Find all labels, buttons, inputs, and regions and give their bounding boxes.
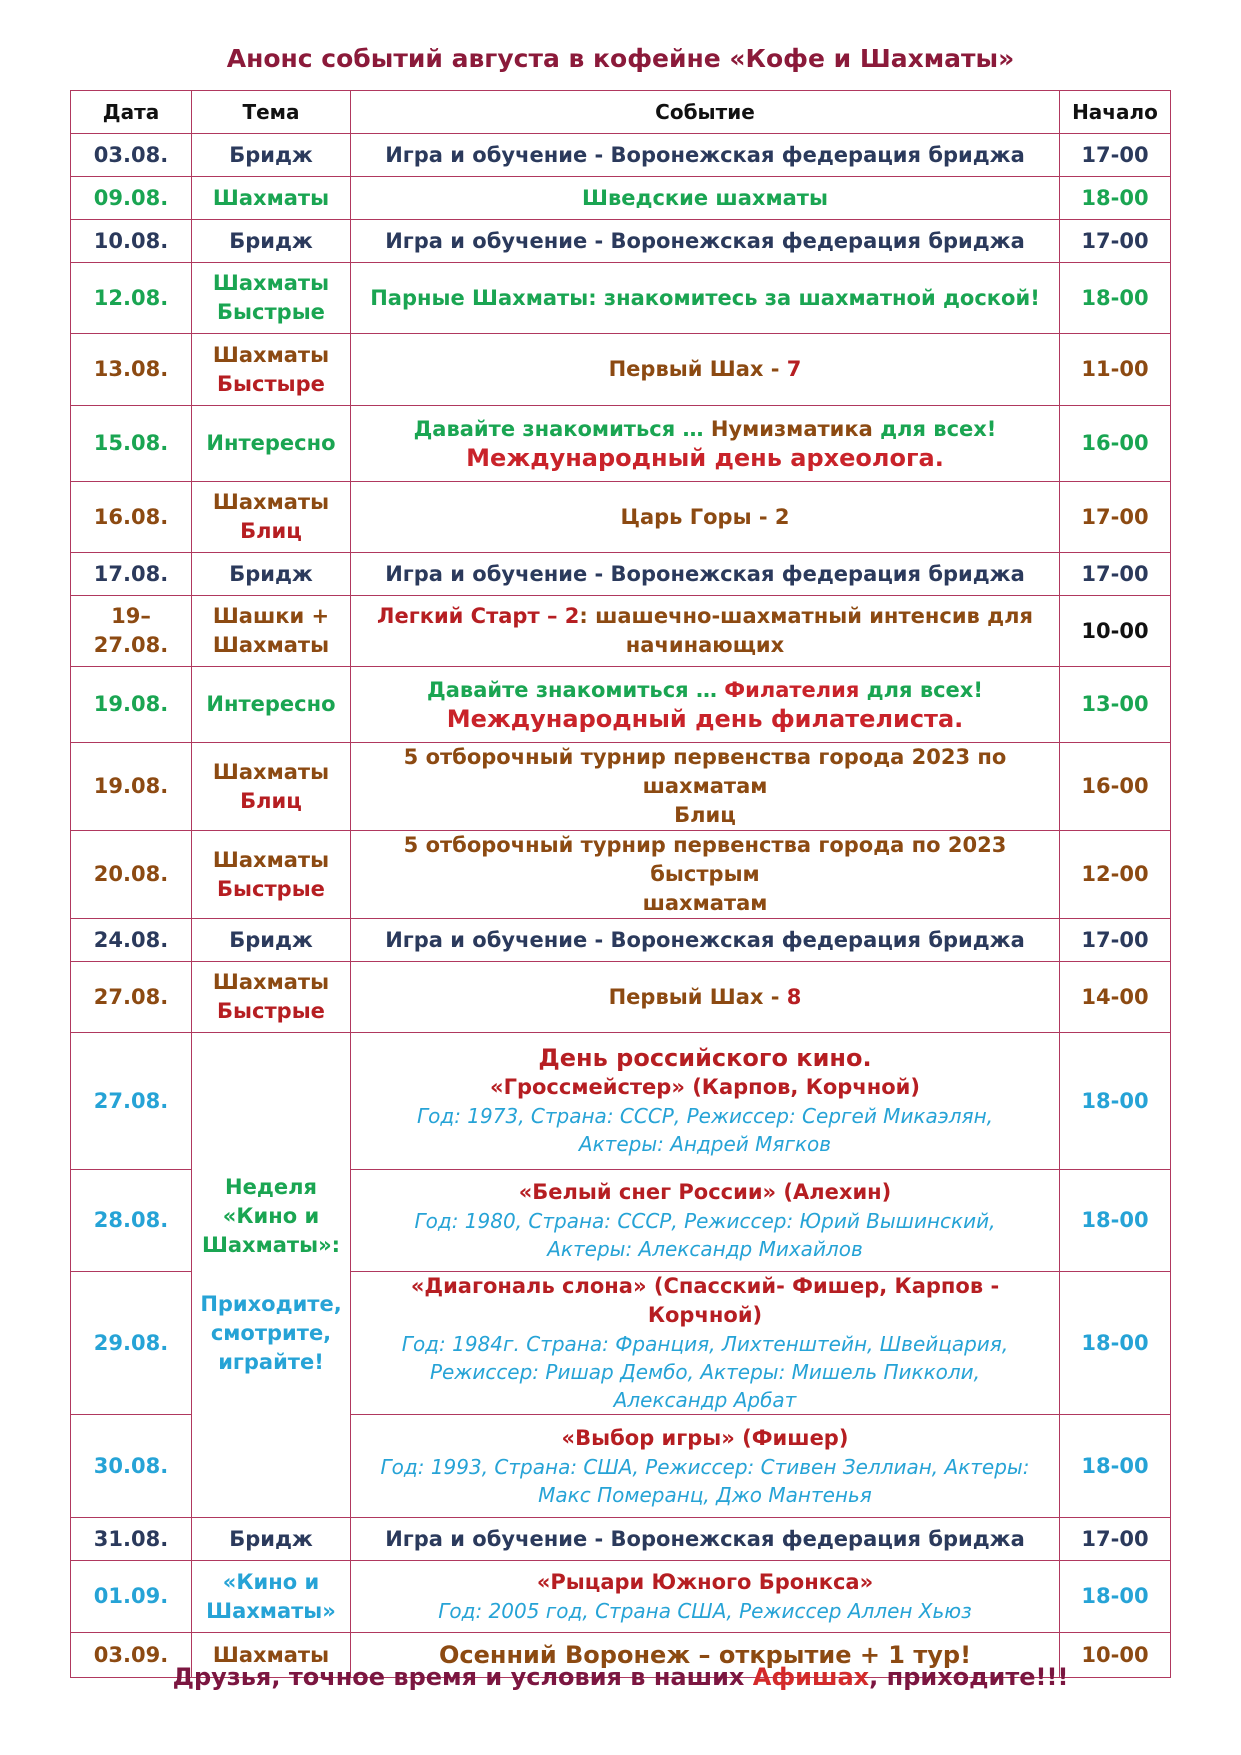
- theme-line: Шахматы»: [206, 1598, 336, 1623]
- event-cell: [351, 334, 1060, 406]
- date-cell: 31.08.: [71, 1518, 192, 1561]
- footer-link-text: Афишах: [752, 1663, 870, 1691]
- theme-cell: [192, 263, 351, 334]
- event-text: для всех!: [872, 416, 997, 441]
- date-cell: 19.08.: [71, 743, 192, 831]
- event-line: Блиц: [674, 803, 736, 827]
- event-cell: Игра и обучение - Воронежская федерация бриджа: [351, 919, 1060, 962]
- start-cell: 16-00: [1060, 406, 1171, 482]
- table-row: [71, 1518, 1171, 1561]
- event-cell: Царь Горы - 2: [351, 482, 1060, 553]
- film-info: Год: 1993, Страна: США, Режиссер: Стивен Зеллиан, Актеры:: [380, 1454, 1030, 1479]
- start-cell: 17-00: [1060, 134, 1171, 177]
- event-line: начинающих: [625, 633, 785, 657]
- event-cell: Игра и обучение - Воронежская федерация бриджа: [351, 220, 1060, 263]
- theme-cell: Бридж: [192, 919, 351, 962]
- theme-line: играйте!: [218, 1350, 324, 1374]
- theme-line: Блиц: [240, 519, 302, 543]
- theme-line: Быстрые: [217, 300, 325, 324]
- event-text: : шашечно-шахматный интенсив для: [579, 604, 1033, 628]
- theme-line: Шахматы: [212, 970, 330, 994]
- event-cell: Игра и обучение - Воронежская федерация бриджа: [351, 553, 1060, 596]
- theme-line: Шахматы: [212, 490, 330, 514]
- theme-line: Шахматы: [212, 271, 330, 295]
- table-row: [71, 553, 1171, 596]
- event-cell: Осенний Воронеж – открытие + 1 тур!: [351, 1633, 1060, 1678]
- event-highlight: Нумизматика: [710, 416, 873, 441]
- footer-note: [0, 1663, 1241, 1691]
- theme-cell: [192, 482, 351, 553]
- date-cell: 09.08.: [71, 177, 192, 220]
- theme-line: Шахматы: [212, 342, 330, 367]
- table-row: [71, 831, 1171, 919]
- event-cell: [351, 1033, 1060, 1170]
- film-title: «Гроссмейстер» (Карпов, Корчной): [490, 1075, 920, 1099]
- film-info: Год: 2005 год, Страна США, Режиссер Аллен Хьюз: [438, 1599, 972, 1623]
- theme-cell: Шахматы: [192, 1633, 351, 1678]
- date-cell: 29.08.: [71, 1272, 192, 1415]
- theme-cell: [192, 334, 351, 406]
- date-line: 19–: [111, 604, 151, 628]
- start-cell: 18-00: [1060, 1033, 1171, 1170]
- event-text: Давайте знакомиться …: [413, 416, 711, 441]
- table-row: [71, 1033, 1171, 1170]
- start-cell: 18-00: [1060, 1415, 1171, 1518]
- theme-line: Быстрые: [217, 999, 325, 1023]
- start-cell: 18-00: [1060, 1272, 1171, 1415]
- start-cell: 17-00: [1060, 220, 1171, 263]
- page-title: Анонс событий августа в кофейне «Кофе и Шахматы»: [226, 44, 1015, 73]
- start-cell: 17-00: [1060, 553, 1171, 596]
- date-cell: 17.08.: [71, 553, 192, 596]
- event-cell: Шведские шахматы: [351, 177, 1060, 220]
- theme-cell: Бридж: [192, 220, 351, 263]
- date-cell: 12.08.: [71, 263, 192, 334]
- table-row: [71, 406, 1171, 482]
- date-cell: 10.08.: [71, 220, 192, 263]
- event-line: [355, 676, 1055, 705]
- table-row: [71, 334, 1171, 406]
- theme-line: Шахматы: [212, 847, 330, 872]
- event-text: Первый Шах -: [608, 984, 787, 1009]
- event-line: [355, 415, 1055, 444]
- date-cell: 15.08.: [71, 406, 192, 482]
- theme-line: Быстрые: [217, 876, 325, 901]
- theme-cell: [192, 831, 351, 919]
- film-info: Режиссер: Ришар Дембо, Актеры: Мишель Пикколи,: [429, 1360, 981, 1384]
- table-row: [71, 134, 1171, 177]
- date-cell: 27.08.: [71, 962, 192, 1033]
- theme-line: «Кино и: [222, 1569, 320, 1594]
- start-cell: 12-00: [1060, 831, 1171, 919]
- theme-cell: Бридж: [192, 134, 351, 177]
- table-row: [71, 1561, 1171, 1633]
- film-title: «Диагональ слона» (Спасский- Фишер, Карпов - Корчной): [410, 1274, 1000, 1327]
- event-text: для всех!: [859, 677, 983, 702]
- event-cell: [351, 831, 1060, 919]
- event-text: Первый Шах -: [608, 357, 787, 381]
- table-row: [71, 962, 1171, 1033]
- date-line: 27.08.: [93, 633, 169, 657]
- header-date: Дата: [71, 91, 192, 134]
- header-start: Начало: [1060, 91, 1171, 134]
- date-cell: 24.08.: [71, 919, 192, 962]
- date-cell: 28.08.: [71, 1170, 192, 1272]
- event-number: 8: [786, 984, 802, 1009]
- theme-cell: Бридж: [192, 553, 351, 596]
- table-row: [71, 919, 1171, 962]
- start-cell: 17-00: [1060, 482, 1171, 553]
- cinema-week-theme-cell: [192, 1033, 351, 1518]
- theme-cell: [192, 962, 351, 1033]
- theme-line: Шахматы: [212, 759, 330, 784]
- event-cell: Игра и обучение - Воронежская федерация бриджа: [351, 1518, 1060, 1561]
- start-cell: 17-00: [1060, 1518, 1171, 1561]
- start-cell: 10-00: [1060, 596, 1171, 667]
- events-table: [70, 90, 1171, 1678]
- theme-cell: Интересно: [192, 406, 351, 482]
- start-cell: 14-00: [1060, 962, 1171, 1033]
- theme-cell: Шахматы: [192, 177, 351, 220]
- date-cell: 20.08.: [71, 831, 192, 919]
- event-highlight: Филателия: [724, 677, 860, 702]
- table-row: [71, 177, 1171, 220]
- event-line: 5 отборочный турнир первенства города 2023 по шахматам: [403, 745, 1007, 798]
- theme-line: Быстыре: [217, 371, 325, 396]
- film-title: «Белый снег России» (Алехин): [518, 1180, 892, 1204]
- theme-line: «Кино и: [222, 1204, 320, 1228]
- start-cell: 18-00: [1060, 177, 1171, 220]
- theme-cell: [192, 1561, 351, 1633]
- theme-line: Шашки +: [212, 604, 330, 628]
- start-cell: 17-00: [1060, 919, 1171, 962]
- table-row: [71, 220, 1171, 263]
- event-cell: Игра и обучение - Воронежская федерация бриджа: [351, 134, 1060, 177]
- theme-line: Шахматы: [212, 633, 330, 657]
- film-title: «Выбор игры» (Фишер): [561, 1425, 849, 1450]
- start-cell: 11-00: [1060, 334, 1171, 406]
- event-cell: [351, 596, 1060, 667]
- footer-text: Друзья, точное время и условия в наших: [172, 1663, 753, 1691]
- table-row: [71, 667, 1171, 743]
- event-cell: [351, 406, 1060, 482]
- date-cell: 03.09.: [71, 1633, 192, 1678]
- event-line: Международный день археолога.: [466, 443, 944, 472]
- date-cell: 16.08.: [71, 482, 192, 553]
- start-cell: 13-00: [1060, 667, 1171, 743]
- date-cell: 03.08.: [71, 134, 192, 177]
- footer-text: , приходите!!!: [869, 1663, 1069, 1691]
- theme-line: смотрите,: [210, 1321, 332, 1345]
- theme-cell: Бридж: [192, 1518, 351, 1561]
- start-cell: 18-00: [1060, 1561, 1171, 1633]
- event-cell: [351, 962, 1060, 1033]
- event-text: Давайте знакомиться …: [427, 677, 725, 702]
- table-row: [71, 263, 1171, 334]
- event-cell: [351, 1170, 1060, 1272]
- start-cell: 18-00: [1060, 263, 1171, 334]
- film-title: «Рыцари Южного Бронкса»: [536, 1570, 874, 1594]
- header-theme: Тема: [192, 91, 351, 134]
- date-cell: 19.08.: [71, 667, 192, 743]
- date-cell: 27.08.: [71, 1033, 192, 1170]
- event-line: 5 отборочный турнир первенства города по 2023 быстрым: [403, 833, 1007, 886]
- film-info: Год: 1973, Страна: СССР, Режиссер: Сергей Микаэлян,: [417, 1104, 993, 1128]
- event-cell: [351, 1561, 1060, 1633]
- event-cell: [351, 743, 1060, 831]
- start-cell: 10-00: [1060, 1633, 1171, 1678]
- event-line: Международный день филателиста.: [446, 704, 964, 733]
- theme-line: Блиц: [240, 788, 302, 813]
- start-cell: 18-00: [1060, 1170, 1171, 1272]
- event-cell: [351, 1272, 1060, 1415]
- event-cell: [351, 667, 1060, 743]
- date-cell: 01.09.: [71, 1561, 192, 1633]
- film-info: Актеры: Александр Михайлов: [547, 1237, 863, 1261]
- date-cell: 30.08.: [71, 1415, 192, 1518]
- event-cell: [351, 1415, 1060, 1518]
- event-highlight: Легкий Старт – 2: [377, 604, 580, 628]
- event-line: шахматам: [642, 891, 768, 915]
- date-cell: 13.08.: [71, 334, 192, 406]
- event-cell: Парные Шахматы: знакомитесь за шахматной доской!: [351, 263, 1060, 334]
- film-info: Макс Померанц, Джо Мантенья: [538, 1482, 872, 1507]
- theme-line: Неделя: [225, 1175, 317, 1199]
- film-info: Александр Арбат: [613, 1388, 797, 1412]
- start-cell: 16-00: [1060, 743, 1171, 831]
- theme-line: Шахматы»:: [201, 1233, 341, 1257]
- theme-cell: [192, 596, 351, 667]
- table-row: [71, 743, 1171, 831]
- date-cell: [71, 596, 192, 667]
- header-event: Событие: [351, 91, 1060, 134]
- film-info: Год: 1980, Страна: СССР, Режиссер: Юрий Вышинский,: [414, 1209, 996, 1233]
- event-heading: День российского кино.: [538, 1044, 872, 1072]
- theme-cell: [192, 743, 351, 831]
- theme-line: Приходите,: [200, 1292, 342, 1316]
- event-number: 7: [786, 357, 802, 381]
- table-row: [71, 596, 1171, 667]
- film-info: Год: 1984г. Страна: Франция, Лихтенштейн, Швейцария,: [401, 1332, 1009, 1356]
- table-row: [71, 482, 1171, 553]
- table-header-row: [71, 91, 1171, 134]
- theme-cell: Интересно: [192, 667, 351, 743]
- film-info: Актеры: Андрей Мягков: [578, 1132, 832, 1156]
